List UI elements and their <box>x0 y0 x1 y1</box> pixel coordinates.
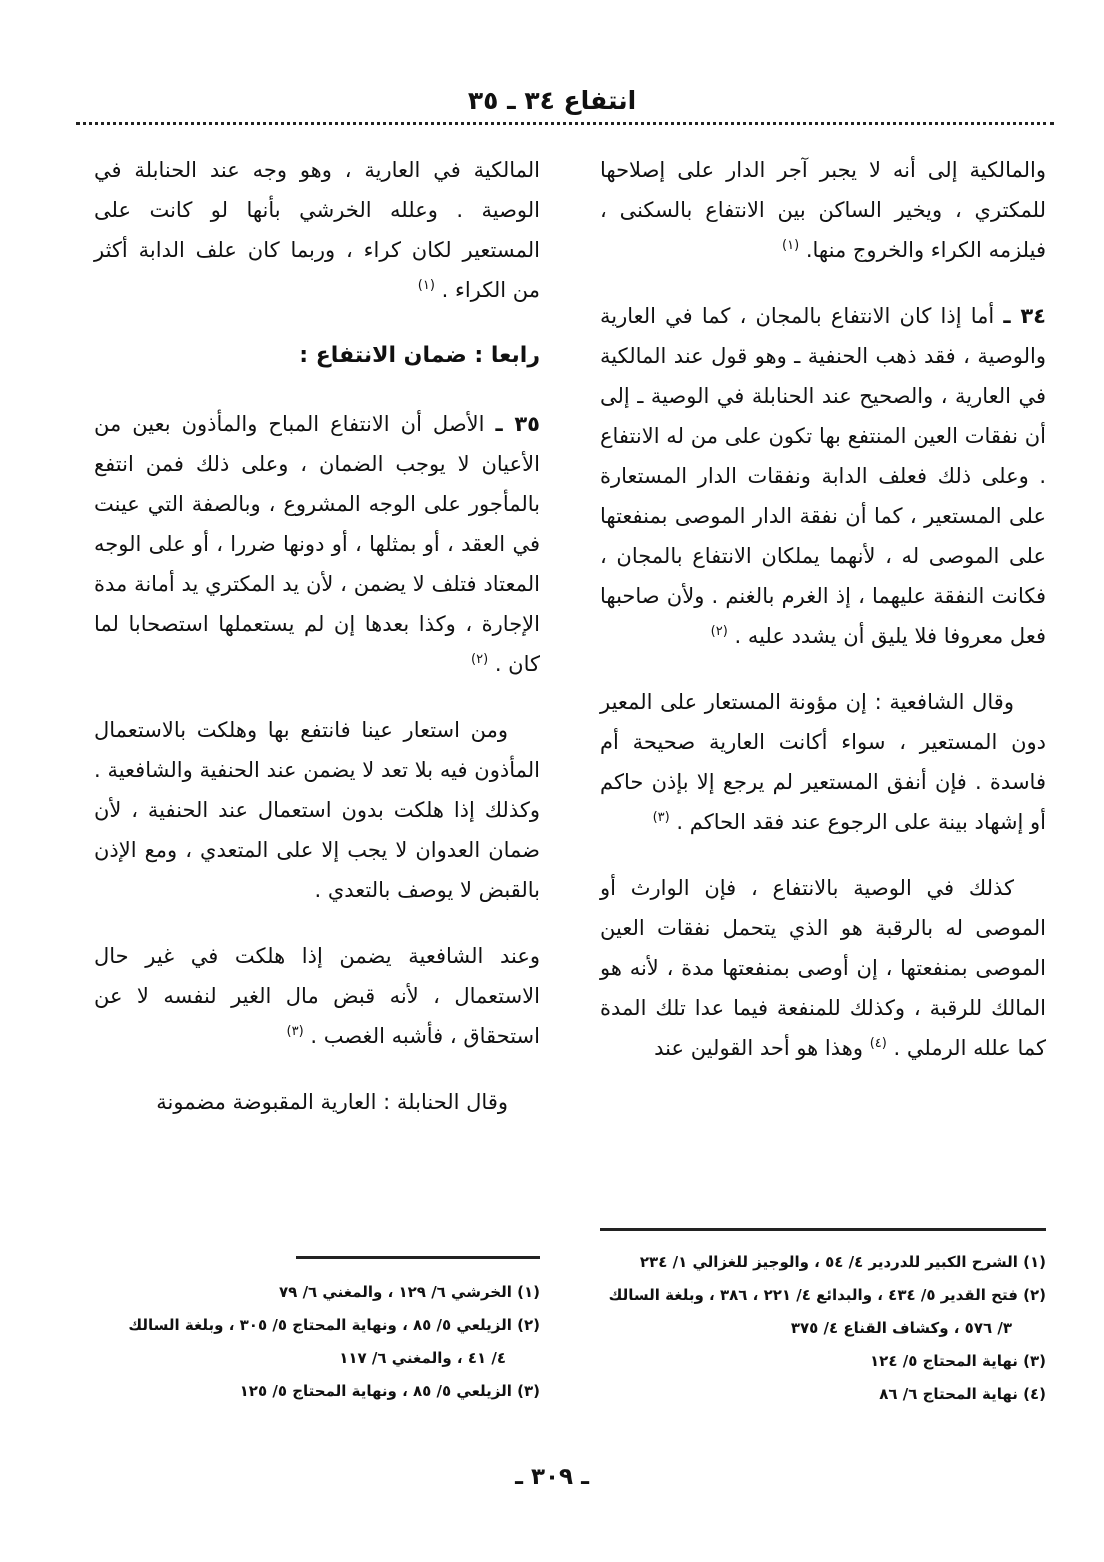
footnotes-left <box>94 1276 540 1408</box>
page-number: ـ ٣٠٩ ـ <box>515 1464 589 1490</box>
left-paragraph-3 <box>94 710 540 910</box>
paragraph-number: ٣٤ ـ <box>1003 304 1046 328</box>
right-paragraph-4 <box>600 868 1046 1068</box>
left-p1-text: المالكية في العارية ، وهو وجه عند الحنابلة في الوصية . وعلله الخرشي بأنها لو كانت على المستعير لكان كراء ، وربما كان علف الدابة أكثر من الكراء . <box>94 158 540 302</box>
right-column <box>600 150 1046 1094</box>
footnote-ref[interactable]: (١) <box>782 238 800 253</box>
footnote-ref[interactable]: (٣) <box>286 1024 304 1039</box>
left-paragraph-35 <box>94 404 540 684</box>
footnote-ref[interactable]: (٢) <box>471 652 489 667</box>
right-paragraph-3 <box>600 682 1046 842</box>
left-p2-text: الأصل أن الانتفاع المباح والمأذون بعين من الأعيان لا يوجب الضمان ، وعلى ذلك فمن انتفع بالمأجور على الوجه المشروع ، وبالصفة التي عينت في العقد ، أو بمثلها ، أو دونها ضررا ، أو على الوجه المعتاد فتلف لا يضمن ، لأن يد المكتري يد أمانة مدة الإجارة ، وكذا بعدها إن لم يستعملها استصحابا لما كان . <box>94 412 540 676</box>
footnote-ref[interactable]: (١) <box>417 278 435 293</box>
footnote-item: (١) الشرح الكبير للدردير ٤/ ٥٤ ، والوجيز للغزالي ١/ ٢٣٤ <box>639 1253 1046 1271</box>
left-p5-text: وقال الحنابلة : العارية المقبوضة مضمونة <box>156 1090 508 1114</box>
left-paragraph-5 <box>94 1082 540 1122</box>
right-p4-text: كذلك في الوصية بالانتفاع ، فإن الوارث أو الموصى له بالرقبة هو الذي يتحمل نفقات العين الموصى بمنفعتها ، إن أوصى بمنفعتها مدة ، لأنه هو المالك للرقبة ، وكذلك للمنفعة فيما عدا تلك المدة كما علله الرملي . <box>600 876 1046 1060</box>
left-p3-text: ومن استعار عينا فانتفع بها وهلكت بالاستعمال المأذون فيه بلا تعد لا يضمن عند الحنفية والشافعية . وكذلك إذا هلكت بدون استعمال عند الحنفية ، لأن ضمان العدوان لا يجب إلا على المتعدي ، ومع الإذن بالقبض لا يوصف بالتعدي . <box>94 718 540 902</box>
paragraph-number: ٣٥ ـ <box>495 412 540 436</box>
footnote-ref[interactable]: (٢) <box>710 624 728 639</box>
footnote-rule-right <box>600 1228 1046 1231</box>
right-p2-text: أما إذا كان الانتفاع بالمجان ، كما في العارية والوصية ، فقد ذهب الحنفية ـ وهو قول عند المالكية في العارية ، والصحيح عند الحنابلة في الوصية ـ إلى أن نفقات العين المنتفع بها تكون على من له الانتفاع . وعلى ذلك فعلف الدابة ونفقات الدار المستعارة على المستعير ، كما أن نفقة الدار الموصى بمنفعتها على الموصى له ، لأنهما يملكان الانتفاع بالمجان ، فكانت النفقة عليهما ، إذ الغرم بالغنم . ولأن صاحبها فعل معروفا فلا يليق أن يشدد عليه . <box>600 304 1046 648</box>
footnote-ref[interactable]: (٤) <box>869 1036 887 1051</box>
left-paragraph-1 <box>94 150 540 310</box>
left-column <box>94 150 540 1148</box>
footnote-item: (٣) نهاية المحتاج ٥/ ١٢٤ <box>870 1352 1046 1370</box>
right-p1-text: والمالكية إلى أنه لا يجبر آجر الدار على إصلاحها للمكتري ، ويخير الساكن بين الانتفاع بالسكنى ، فيلزمه الكراء والخروج منها. <box>600 158 1046 262</box>
right-p4-tail: وهذا هو أحد القولين عند <box>654 1036 864 1060</box>
right-paragraph-1 <box>600 150 1046 270</box>
left-paragraph-4 <box>94 936 540 1056</box>
section-heading: رابعا : ضمان الانتفاع : <box>299 343 540 368</box>
header-dotted-rule <box>76 122 1054 125</box>
footnote-item-continuation: ٣/ ٥٧٦ ، وكشاف القناع ٤/ ٣٧٥ <box>790 1319 1012 1337</box>
footnote-item: (٣) الزيلعي ٥/ ٨٥ ، ونهاية المحتاج ٥/ ١٢٥ <box>239 1382 540 1400</box>
footnote-ref[interactable]: (٣) <box>652 810 670 825</box>
footnote-item: (٢) فتح القدير ٥/ ٤٣٤ ، والبدائع ٤/ ٢٢١ ، ٣٨٦ ، وبلغة السالك <box>608 1286 1046 1304</box>
footnote-item-continuation: ٤/ ٤١ ، والمغني ٦/ ١١٧ <box>339 1349 506 1367</box>
page-header-title: انتفاع ٣٤ ـ ٣٥ <box>467 86 637 115</box>
footnote-item: (٤) نهاية المحتاج ٦/ ٨٦ <box>879 1385 1046 1403</box>
footnote-rule-left <box>296 1256 540 1259</box>
right-p3-text: وقال الشافعية : إن مؤونة المستعار على المعير دون المستعير ، سواء أكانت العارية صحيحة أم فاسدة . فإن أنفق المستعير لم يرجع إلا بإذن حاكم أو إشهاد بينة على الرجوع عند فقد الحاكم . <box>600 690 1046 834</box>
footnotes-right <box>600 1246 1046 1411</box>
left-p4-text: وعند الشافعية يضمن إذا هلكت في غير حال الاستعمال ، لأنه قبض مال الغير لنفسه لا عن استحقاق ، فأشبه الغصب . <box>94 944 540 1048</box>
footnote-item: (١) الخرشي ٦/ ١٢٩ ، والمغني ٦/ ٧٩ <box>279 1283 540 1301</box>
right-paragraph-34 <box>600 296 1046 656</box>
footnote-item: (٢) الزيلعي ٥/ ٨٥ ، ونهاية المحتاج ٥/ ٣٠٥ ، وبلغة السالك <box>128 1316 540 1334</box>
